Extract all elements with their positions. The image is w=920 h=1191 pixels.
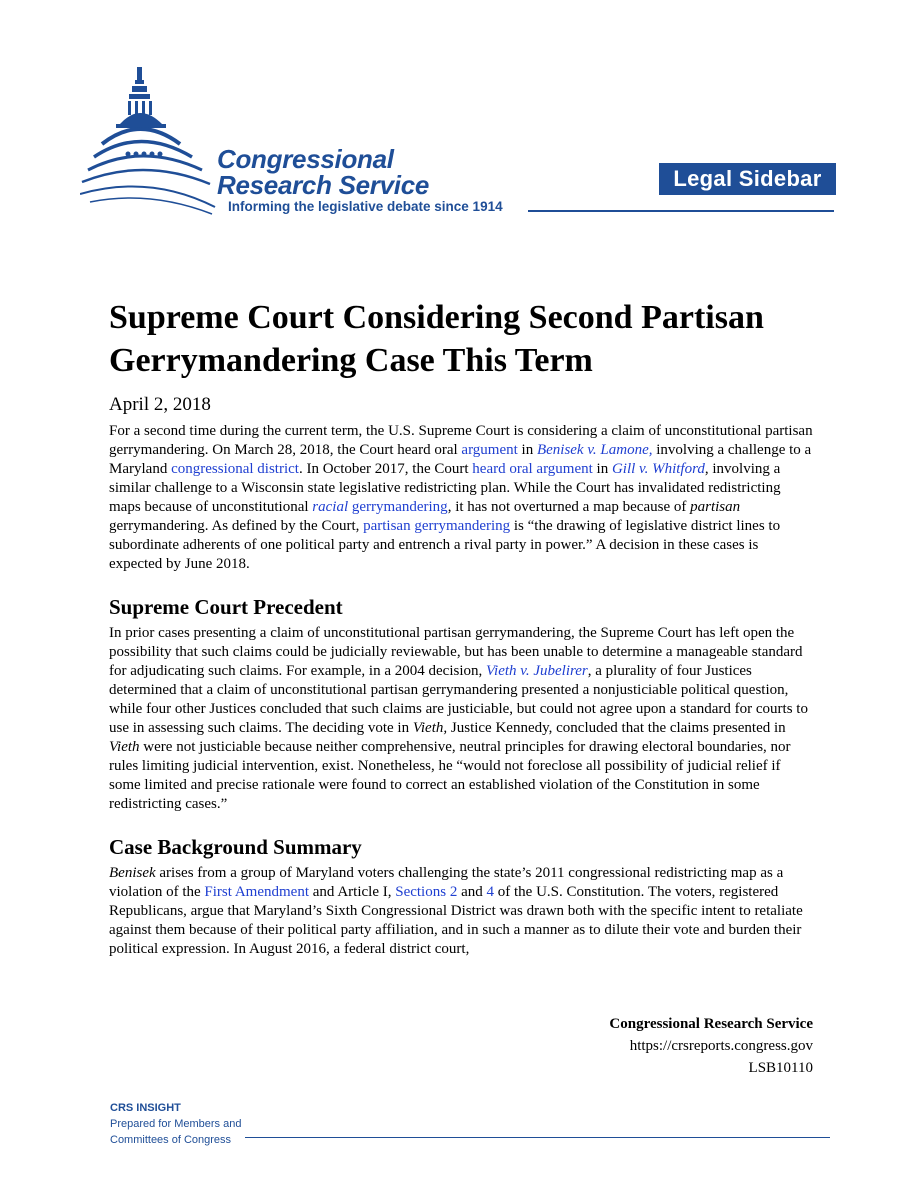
section-heading-precedent: Supreme Court Precedent: [109, 595, 343, 619]
text-run: , involving a similar challenge to a Wisconsin state legislative redistricting plan. While the Court has invalidated redistricting maps because of unconstitutional: [109, 461, 781, 515]
text-run: For a second time during the current term, the U.S. Supreme Court is considering a claim of unconstitutional partisan gerrymandering. On March 28, 2018, the Court heard oral: [109, 423, 813, 458]
insight-line1: Prepared for Members and: [110, 1118, 242, 1130]
footer-id: LSB10110: [748, 1060, 813, 1076]
text-run: of the U.S. Constitution. The voters, registered Republicans, argue that Maryland’s Sixth Congressional District was drawn both with the specific intent to retaliate against them because of their political party affiliation, and in such a manner as to dilute their vote and burden their political expression. In August 2016, a federal district court,: [109, 884, 803, 957]
text-run: involving a challenge to a Maryland: [109, 442, 812, 477]
organization-name: [217, 146, 429, 198]
text-run: and: [457, 884, 487, 900]
inline-link[interactable]: Vieth v. Jubelirer: [486, 663, 588, 679]
text-run: gerrymandering. As defined by the Court,: [109, 518, 364, 534]
text-run: arises from a group of Maryland voters challenging the state’s 2011 congressional redistricting map as a violation of the: [109, 865, 784, 900]
inline-link[interactable]: heard oral argument: [472, 461, 593, 477]
text-run: and Article I,: [309, 884, 396, 900]
capitol-dome-logo-icon: [80, 62, 220, 217]
article-title: Supreme Court Considering Second Partisan Gerrymandering Case This Term: [109, 299, 764, 379]
text-run: Justice Kennedy, concluded that the claims presented in: [447, 720, 786, 736]
inline-link[interactable]: argument: [461, 442, 518, 458]
italic-text: Vieth: [109, 739, 140, 755]
text-run: were not justiciable because neither comprehensive, neutral principles for drawing electoral boundaries, nor rules limiting judicial intervention, exist. Nonetheless, he “would not foreclose all possibility of judicial relief if some limited and precise rationale were found to correct an established violation of the Constitution in some redistricting cases.”: [109, 739, 791, 812]
text-run: in: [592, 461, 612, 477]
inline-link[interactable]: gerrymandering: [351, 499, 448, 515]
tagline-rule: [528, 210, 834, 212]
inline-link[interactable]: 4: [486, 884, 494, 900]
section-heading-background: Case Background Summary: [109, 835, 362, 859]
legal-sidebar-badge: Legal Sidebar: [659, 163, 836, 195]
background-paragraph: [109, 864, 814, 959]
footer-url[interactable]: https://crsreports.congress.gov: [629, 1038, 813, 1054]
italic-text: Benisek: [109, 865, 156, 881]
inline-link[interactable]: congressional district: [171, 461, 299, 477]
crs-insight-label: [110, 1100, 241, 1148]
report-header: [0, 0, 920, 230]
inline-link[interactable]: Gill v. Whitford: [611, 461, 705, 477]
inline-link[interactable]: Benisek v. Lamone,: [536, 442, 653, 458]
text-run: . In October 2017, the Court: [298, 461, 473, 477]
inline-link[interactable]: partisan gerrymandering: [363, 518, 511, 534]
text-run: is “the drawing of legislative district lines to subordinate adherents of one political party and entrench a rival party in power.” A decision in these cases is expected by June 2018.: [109, 518, 781, 572]
insight-line2: Committees of Congress: [110, 1134, 232, 1146]
inline-link[interactable]: racial: [312, 499, 349, 515]
tagline: Informing the legislative debate since 1914: [228, 199, 503, 214]
italic-text: Vieth,: [412, 720, 448, 736]
footer-rule: [245, 1137, 830, 1138]
text-run: in: [517, 442, 537, 458]
org-name-line2: Research Service: [217, 170, 430, 200]
article-body: [109, 296, 814, 959]
inline-link[interactable]: Sections 2: [395, 884, 458, 900]
insight-title: CRS INSIGHT: [110, 1102, 181, 1114]
footer-org: Congressional Research Service: [609, 1016, 813, 1032]
org-name-line1: Congressional: [217, 144, 394, 174]
inline-link[interactable]: First Amendment: [204, 884, 309, 900]
intro-paragraph: [109, 422, 814, 574]
footer-info: [609, 1013, 813, 1079]
precedent-paragraph: [109, 624, 814, 814]
text-run: , it has not overturned a map because of: [447, 499, 691, 515]
text-run: , a plurality of four Justices determined that a claim of unconstitutional partisan gerrymandering presented a nonjusticiable political question, while four other Justices concluded that such claims are justiciable, but could not agree upon a standard for courts to use in assessing such claims. The deciding vote in: [109, 663, 808, 736]
article-date: April 2, 2018: [109, 394, 211, 415]
text-run: In prior cases presenting a claim of unconstitutional partisan gerrymandering, the Supreme Court has left open the possibility that such claims could be judicially reviewable, but has been unable to determine a manageable standard for adjudicating such claims. For example, in a 2004 decision,: [109, 625, 803, 679]
italic-text: partisan: [690, 499, 741, 515]
